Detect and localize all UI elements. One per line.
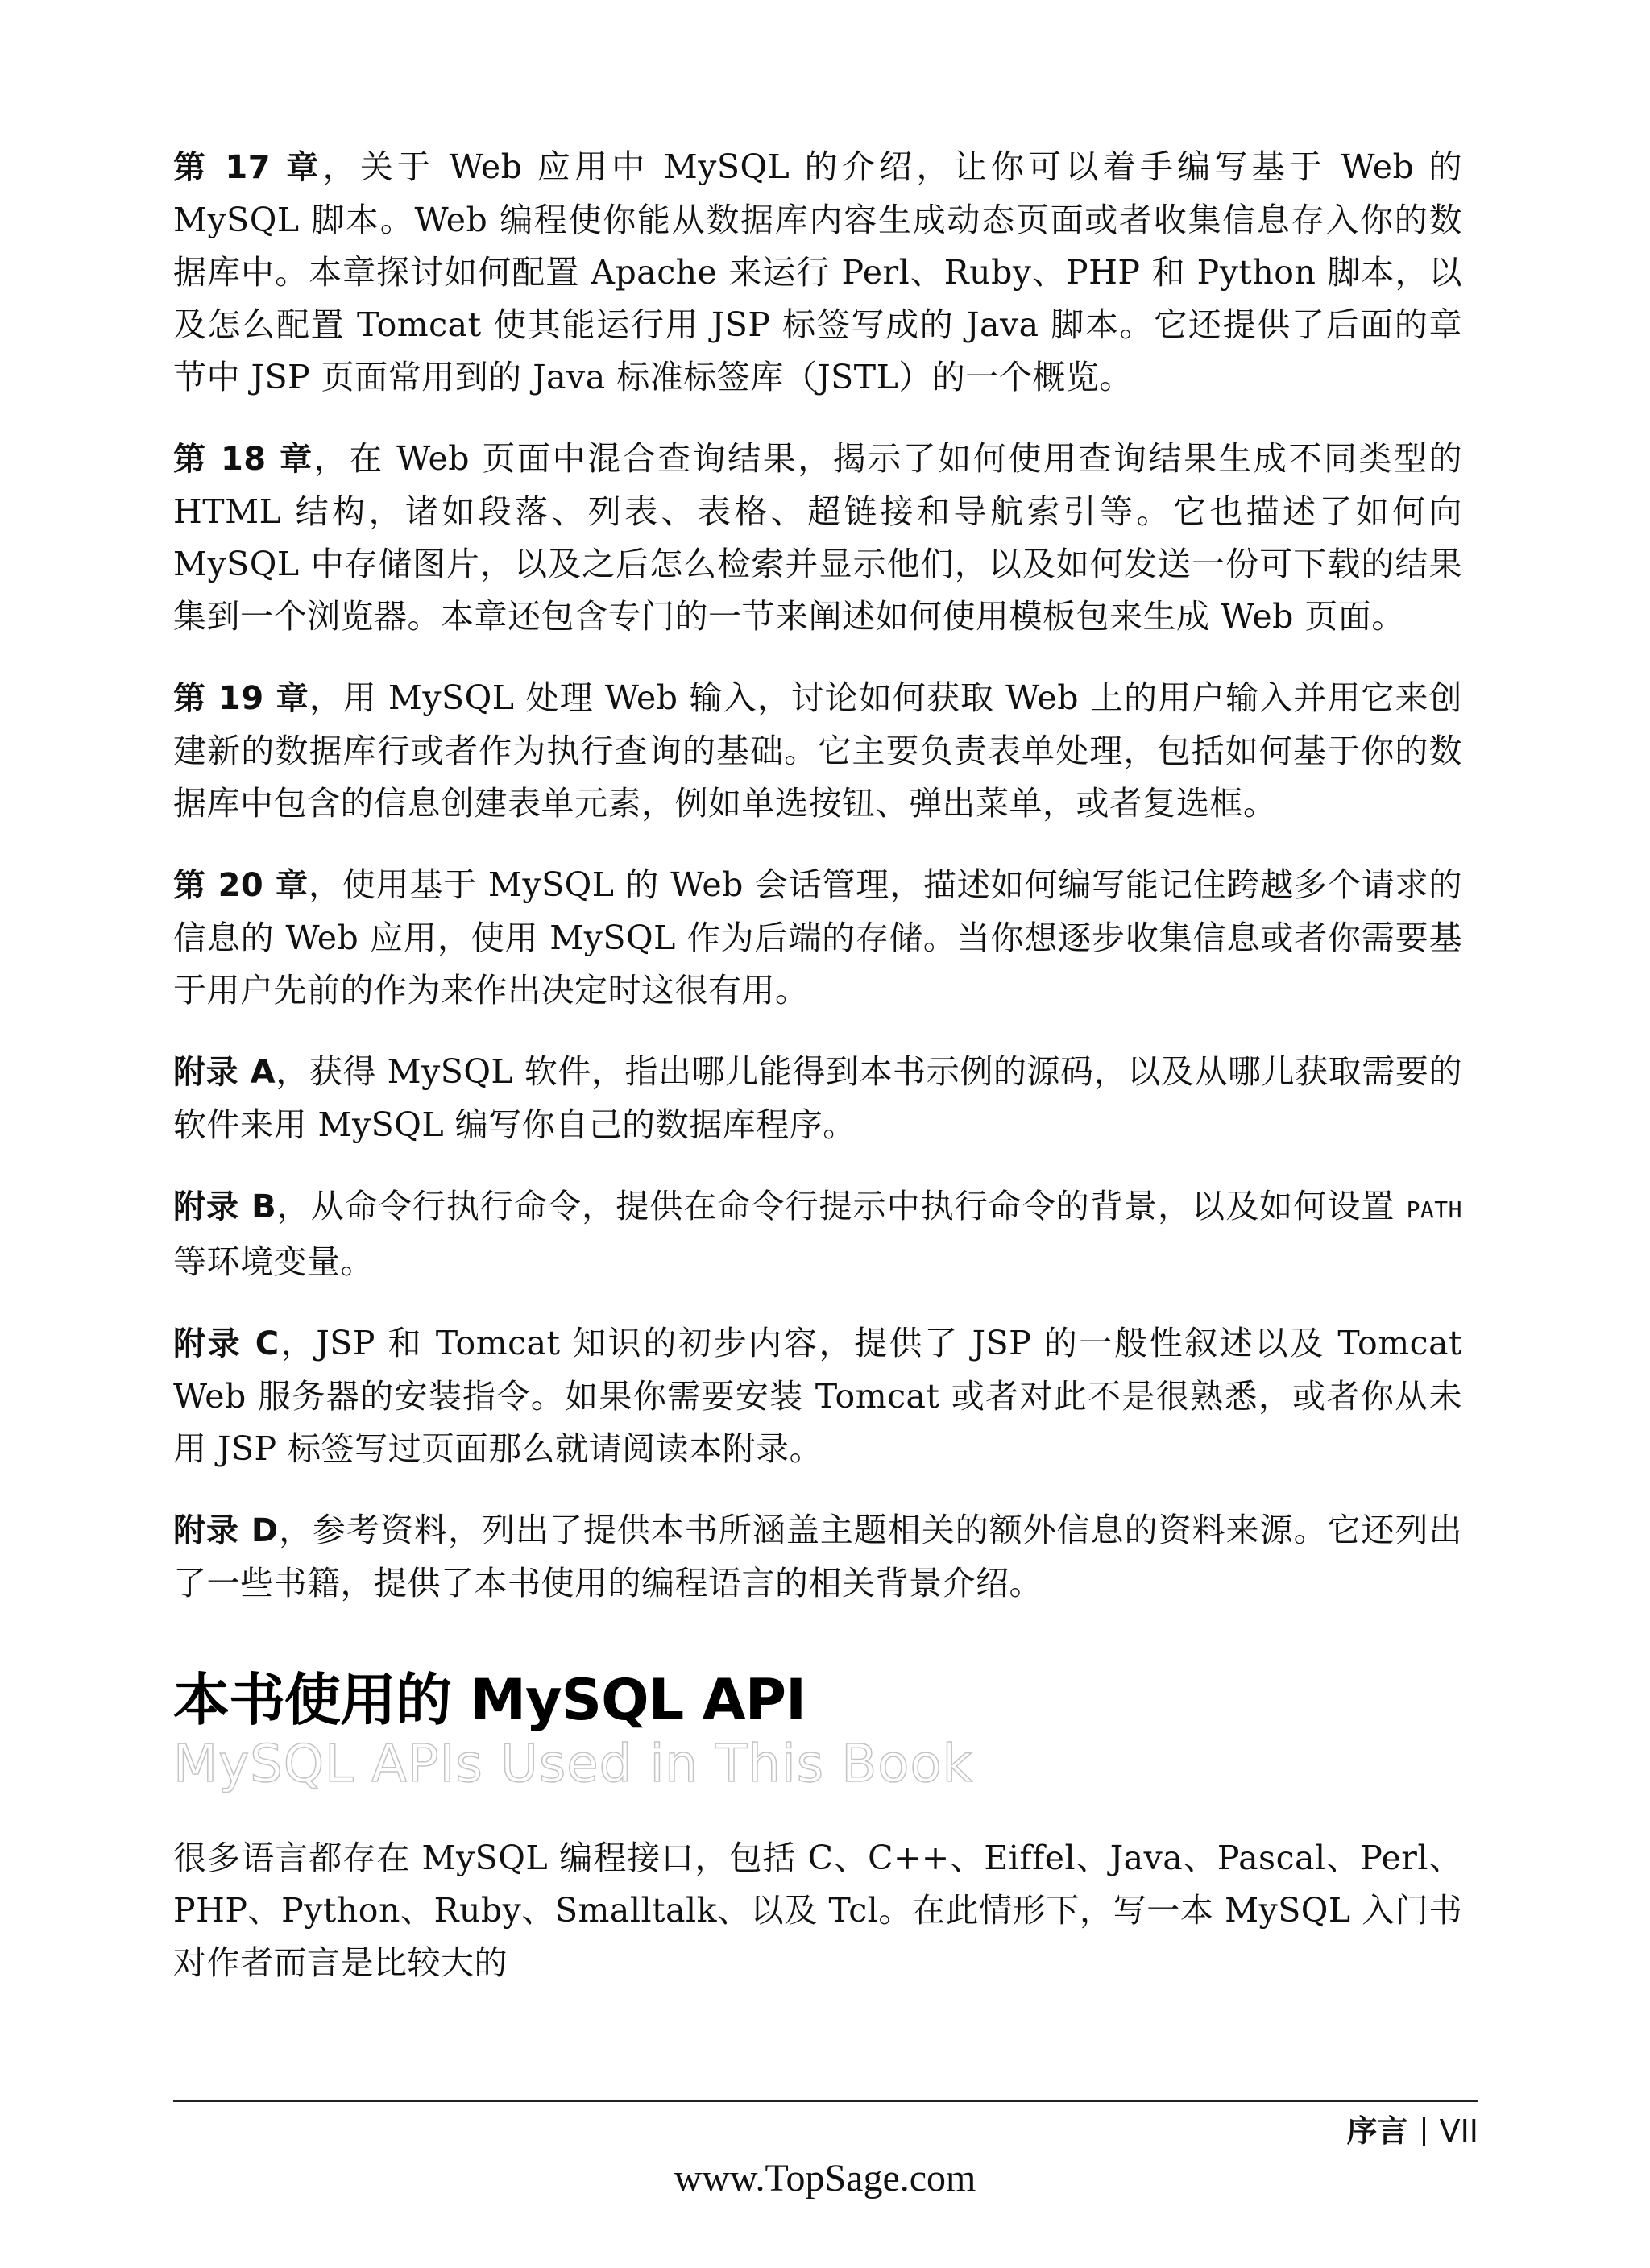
paragraph-text: ，用 MySQL 处理 Web 输入，讨论如何获取 Web 上的用户输入并用它来创建新的数据库行或者作为执行查询的基础。它主要负责表单处理，包括如何基于你的数据库中包含的信息创建表单元素，例如单选按钮、弹出菜单，或者复选框。 (173, 678, 1462, 823)
section-title: 本书使用的 MySQL API (173, 1667, 806, 1733)
paragraph-lead: 附录 B (173, 1188, 277, 1225)
footer-chapter-name: 序言 (1346, 2113, 1408, 2149)
paragraph-chapter-18 (173, 433, 1462, 643)
footer-divider (173, 2100, 1478, 2102)
paragraph-text: ，参考资料，列出了提供本书所涵盖主题相关的额外信息的资料来源。它还列出了一些书籍，提供了本书使用的编程语言的相关背景介绍。 (173, 1511, 1462, 1603)
paragraph-lead: 附录 A (173, 1054, 276, 1091)
paragraph-lead: 附录 C (173, 1325, 280, 1362)
section-subtitle: MySQL APIs Used in This Book (173, 1735, 973, 1794)
paragraph-appendix-d (173, 1504, 1462, 1610)
footer-page-number: VII (1439, 2113, 1478, 2149)
paragraph-text: ，JSP 和 Tomcat 知识的初步内容，提供了 JSP 的一般性叙述以及 Tomcat Web 服务器的安装指令。如果你需要安装 Tomcat 或者对此不是很熟悉，或者你从未用 JSP 标签写过页面那么就请阅读本附录。 (173, 1324, 1463, 1468)
paragraph-text: ，使用基于 MySQL 的 Web 会话管理，描述如何编写能记住跨越多个请求的信息的 Web 应用，使用 MySQL 作为后端的存储。当你想逐步收集信息或者你需要基于用户先前的作为来作出决定时这很有用。 (173, 865, 1462, 1010)
paragraph-lead: 第 17 章 (173, 149, 323, 186)
paragraph-tail: 等环境变量。 (173, 1242, 374, 1281)
paragraph-appendix-b (173, 1180, 1462, 1288)
paragraph-text: ，从命令行执行命令，提供在命令行提示中执行命令的背景，以及如何设置 (276, 1187, 1407, 1225)
paragraph-lead: 第 20 章 (173, 867, 309, 904)
paragraph-lead: 附录 D (173, 1512, 279, 1549)
footer-separator (1423, 2117, 1425, 2146)
paragraph-text: ，在 Web 页面中混合查询结果，揭示了如何使用查询结果生成不同类型的 HTML 结构，诸如段落、列表、表格、超链接和导航索引等。它也描述了如何向 MySQL 中存储图片，以及之后怎么检索并显示他们，以及如何发送一份可下载的结果集到一个浏览器。本章还包含专门的一节来阐述如何使用模板包来生成 Web 页面。 (173, 439, 1463, 636)
paragraph-chapter-19 (173, 672, 1462, 830)
paragraph-chapter-20 (173, 859, 1462, 1017)
paragraph-lead: 第 19 章 (173, 680, 309, 717)
footer-watermark-url: www.TopSage.com (674, 2157, 976, 2200)
page-content (173, 141, 1462, 2018)
paragraph-text: ，获得 MySQL 软件，指出哪儿能得到本书示例的源码，以及从哪儿获取需要的软件来用 MySQL 编写你自己的数据库程序。 (173, 1052, 1462, 1144)
paragraph-appendix-c (173, 1317, 1462, 1475)
paragraph-appendix-a (173, 1046, 1462, 1151)
page-footer-pager (1347, 2111, 1478, 2151)
paragraph-chapter-17 (173, 141, 1462, 404)
section-body-paragraph: 很多语言都存在 MySQL 编程接口，包括 C、C++、Eiffel、Java、Pascal、Perl、PHP、Python、Ruby、Smalltalk、以及 Tcl。在此情形下，写一本 MySQL 入门书对作者而言是比较大的 (173, 1839, 1462, 1982)
paragraph-lead: 第 18 章 (173, 441, 314, 478)
code-path: PATH (1406, 1196, 1463, 1223)
paragraph-text: ，关于 Web 应用中 MySQL 的介绍，让你可以着手编写基于 Web 的 MySQL 脚本。Web 编程使你能从数据库内容生成动态页面或者收集信息存入你的数据库中。本章探讨如何配置 Apache 来运行 Perl、Ruby、PHP 和 Python 脚本，以及怎么配置 Tomcat 使其能运行用 JSP 标签写成的 Java 脚本。它还提供了后面的章节中 JSP 页面常用到的 Java 标准标签库（JSTL）的一个概览。 (173, 147, 1462, 396)
